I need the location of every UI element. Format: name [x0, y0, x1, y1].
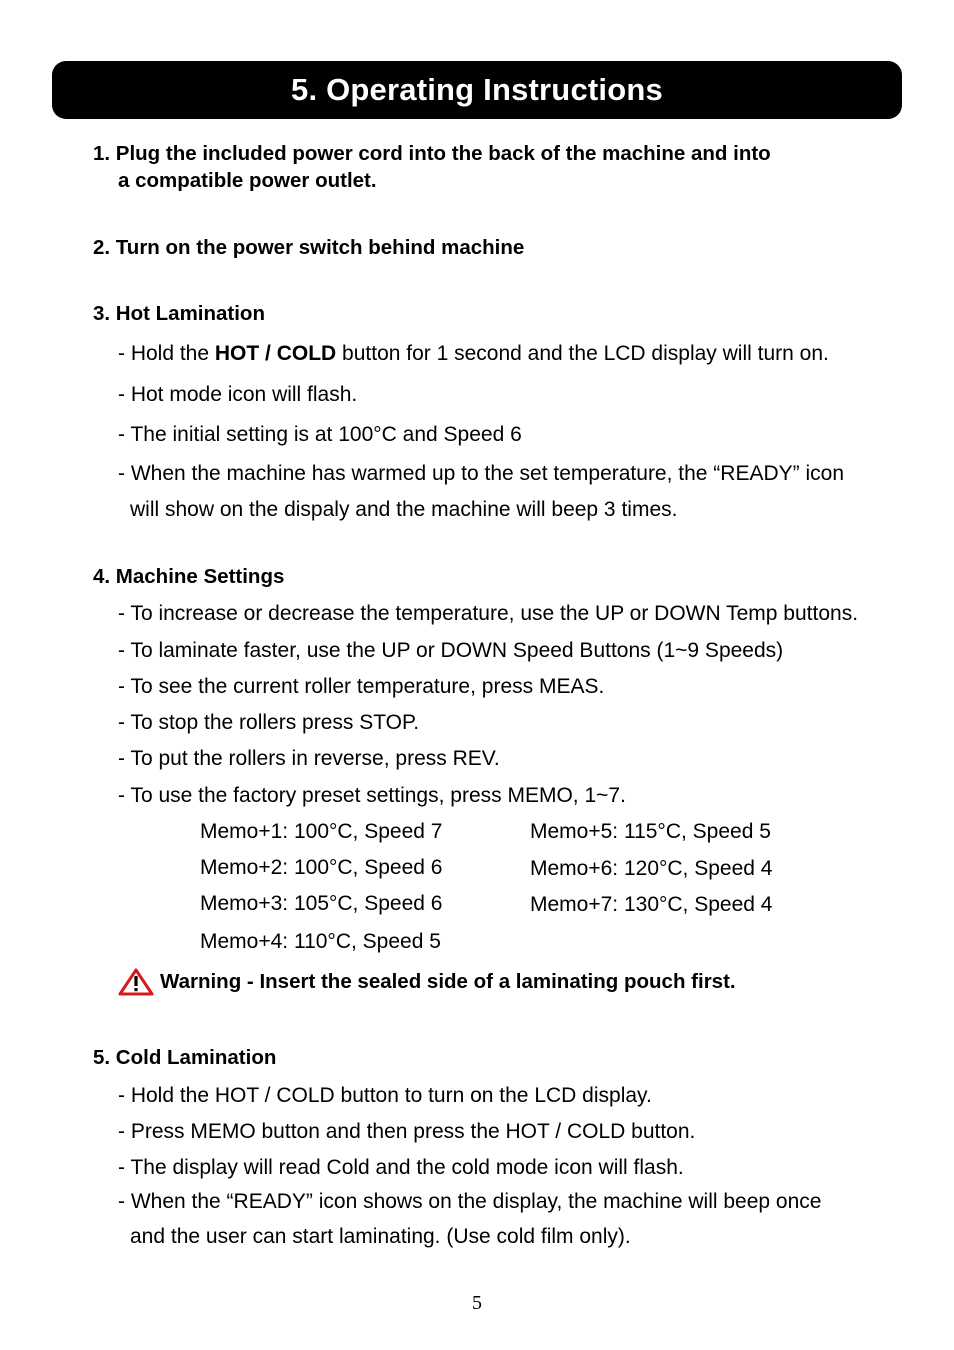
step3-item-hot-mode: - Hot mode icon will flash. [118, 383, 358, 406]
step1-line2: a compatible power outlet. [118, 169, 377, 192]
step3-item-ready-line1: - When the machine has warmed up to the set temperature, the “READY” icon [118, 462, 845, 485]
step4-heading: 4. Machine Settings [93, 565, 285, 588]
memo-preset-7: Memo+7: 130°C, Speed 4 [530, 893, 773, 916]
memo-preset-2: Memo+2: 100°C, Speed 6 [200, 856, 443, 879]
memo-preset-5: Memo+5: 115°C, Speed 5 [530, 820, 771, 843]
step2-heading: 2. Turn on the power switch behind machine [93, 236, 525, 259]
step1-line1: 1. Plug the included power cord into the back of the machine and into [93, 142, 771, 165]
step3-heading: 3. Hot Lamination [93, 302, 265, 325]
step4-item-temp: - To increase or decrease the temperature, use the UP or DOWN Temp buttons. [118, 602, 859, 625]
warning-triangle-icon [118, 968, 154, 996]
page-number: 5 [472, 1292, 482, 1314]
step5-heading: 5. Cold Lamination [93, 1046, 277, 1069]
step4-item-meas: - To see the current roller temperature, press MEAS. [118, 675, 605, 698]
step4-item-stop: - To stop the rollers press STOP. [118, 711, 420, 734]
step5-item-display: - The display will read Cold and the cold mode icon will flash. [118, 1156, 684, 1179]
step3-item1-pre: - Hold the [118, 342, 215, 365]
page-title: 5. Operating Instructions [291, 72, 663, 107]
page-title-bar [52, 61, 902, 119]
memo-preset-1: Memo+1: 100°C, Speed 7 [200, 820, 443, 843]
hot-cold-button-label: HOT / COLD [214, 342, 337, 365]
memo-preset-4: Memo+4: 110°C, Speed 5 [200, 930, 441, 953]
memo-preset-6: Memo+6: 120°C, Speed 4 [530, 857, 773, 880]
step3-item1-post: button for 1 second and the LCD display will turn on. [336, 342, 829, 365]
step4-item-memo: - To use the factory preset settings, press MEMO, 1~7. [118, 784, 626, 807]
step4-item-speed: - To laminate faster, use the UP or DOWN Speed Buttons (1~9 Speeds) [118, 639, 784, 662]
warning-text: Warning - Insert the sealed side of a laminating pouch first. [160, 970, 736, 993]
step5-item-ready-line1: - When the “READY” icon shows on the display, the machine will beep once [118, 1190, 822, 1213]
memo-preset-3: Memo+3: 105°C, Speed 6 [200, 892, 443, 915]
warning-notice [118, 968, 736, 996]
step3-item-ready-line2: will show on the dispaly and the machine will beep 3 times. [130, 498, 678, 521]
step4-item-rev: - To put the rollers in reverse, press REV. [118, 747, 500, 770]
step5-item-hold: - Hold the HOT / COLD button to turn on the LCD display. [118, 1084, 652, 1107]
step5-item-memo: - Press MEMO button and then press the HOT / COLD button. [118, 1120, 696, 1143]
step3-item-hold-button [118, 342, 829, 366]
step3-item-initial-setting: - The initial setting is at 100°C and Speed 6 [118, 423, 522, 446]
step5-item-ready-line2: and the user can start laminating. (Use cold film only). [130, 1225, 631, 1248]
